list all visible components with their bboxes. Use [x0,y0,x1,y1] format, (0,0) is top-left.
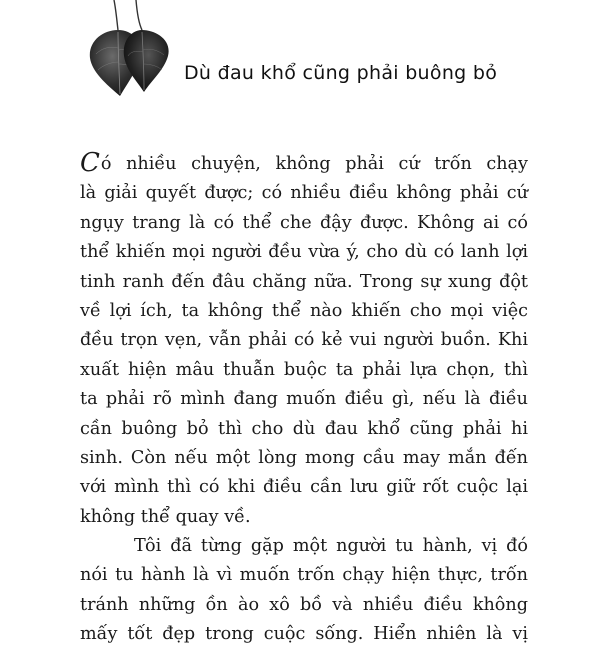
text-line: Tôi đã từng gặp một người tu hành, vị đó [134,536,528,557]
bodhi-leaves-icon [84,0,174,100]
text-line: với mình thì có khi điều cần lưu giữ rốt cuộc lại [80,477,528,498]
dropcap: C [80,148,100,178]
text-line: xuất hiện mâu thuẫn buộc ta phải lựa chọn, thì [80,359,528,380]
text-line: về lợi ích, ta không thể nào khiến cho mọi việc [80,300,528,321]
text-line: ta phải rõ mình đang muốn điều gì, nếu là điều [80,389,528,410]
text-line: nói tu hành là vì muốn trốn chạy hiện thực, trốn [80,565,528,586]
text-line: tránh những ồn ào xô bồ và nhiều điều không [80,594,528,615]
text-line: đều trọn vẹn, vẫn phải có kẻ vui người buồn. Khi [80,330,528,351]
text-line: sinh. Còn nếu một lòng mong cầu may mắn đến [80,447,528,468]
text-line: ngụy trang là có thể che đậy được. Không ai có [80,212,528,233]
text-line: mấy tốt đẹp trong cuộc sống. Hiển nhiên là vị [80,624,528,645]
body-text [80,150,528,650]
text-line: tinh ranh đến đâu chăng nữa. Trong sự xung đột [80,271,528,292]
text-line: thể khiến mọi người đều vừa ý, cho dù có lanh lợi [80,242,528,263]
chapter-title: Dù đau khổ cũng phải buông bỏ [184,62,498,84]
text-line: Có nhiều chuyện, không phải cứ trốn chạy [80,148,528,178]
text-line: cần buông bỏ thì cho dù đau khổ cũng phải hi [80,418,528,439]
text-line: không thể quay về. [80,506,251,527]
text-line: là giải quyết được; có nhiều điều không phải cứ [80,183,528,204]
